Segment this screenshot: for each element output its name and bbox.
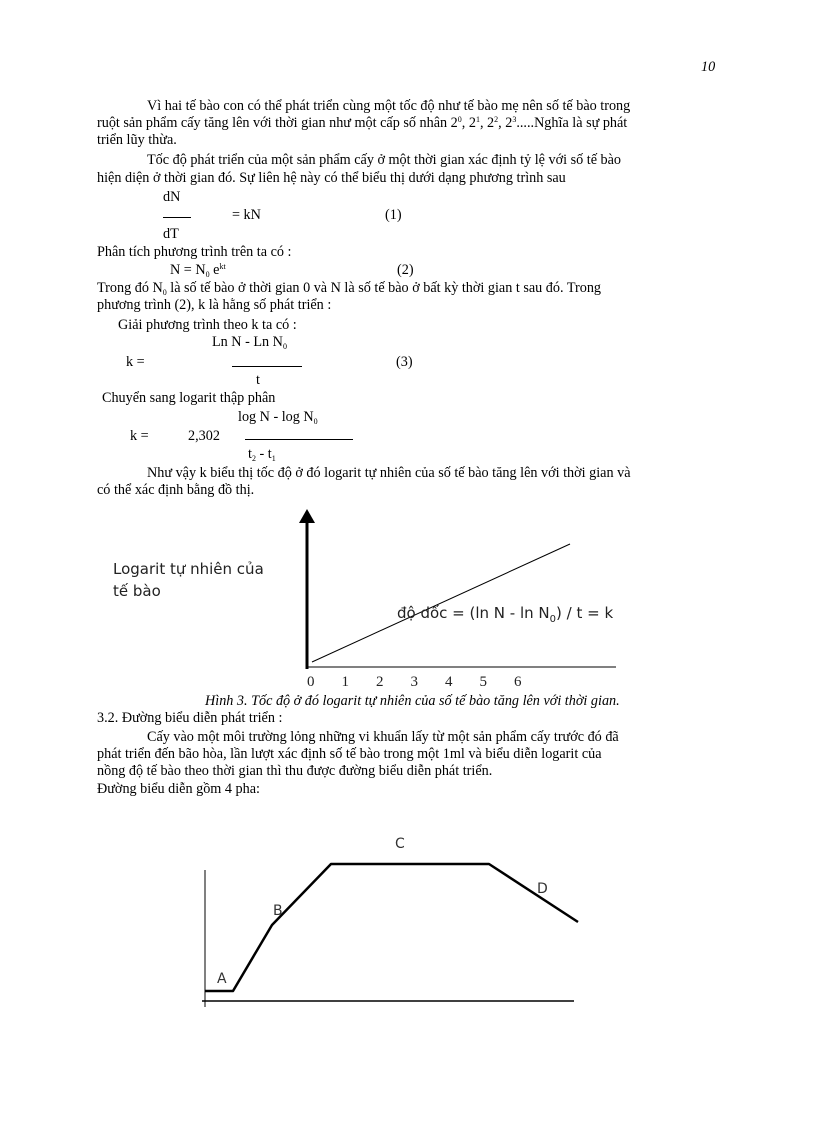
paragraph-5-line-2: phát triển đến bão hòa, lần lượt xác định số tế bào trong một 1ml và biểu diễn logarit của bbox=[97, 746, 602, 762]
eq3-label: (3) bbox=[396, 354, 413, 370]
growth-curve bbox=[190, 825, 590, 1015]
paragraph-1-line-3: triển lũy thừa. bbox=[97, 132, 177, 148]
figure-3-x-tick-4: 4 bbox=[445, 674, 453, 690]
eq4-den-mid: - t bbox=[255, 446, 272, 462]
log-intro: Chuyển sang logarit thập phân bbox=[102, 390, 276, 406]
paragraph-4-line-2: có thể xác định bằng đồ thị. bbox=[97, 482, 255, 498]
eq4-num-text: log N - log N bbox=[238, 409, 314, 425]
phase-label-d: D bbox=[537, 881, 548, 897]
eq2-mid: e bbox=[209, 262, 220, 278]
page-number: 10 bbox=[701, 59, 716, 75]
eq4-denominator bbox=[248, 446, 276, 463]
eq3-lhs: k = bbox=[126, 354, 145, 370]
paragraph-5-line-1: Cấy vào một môi trường lỏng những vi khuẩn lấy từ một sản phẩm cấy trước đó đã bbox=[147, 729, 619, 745]
eq1-label: (1) bbox=[385, 207, 402, 223]
figure-3-x-ticks bbox=[307, 674, 522, 690]
eq3-fraction-line bbox=[232, 366, 302, 367]
figure-3-x-tick-6: 6 bbox=[514, 674, 522, 690]
solve-intro: Giải phương trình theo k ta có : bbox=[118, 317, 297, 333]
figure-3-slope-sub: 0 bbox=[549, 614, 557, 625]
eq4-den-t2: t bbox=[248, 446, 252, 462]
paragraph-3-line-1 bbox=[97, 280, 717, 297]
figure-3-y-arrow bbox=[299, 509, 315, 523]
paragraph-3-line-2: phương trình (2), k là hằng số phát triển : bbox=[97, 297, 332, 313]
figure-3-x-tick-5: 5 bbox=[479, 674, 487, 690]
eq1-fraction-line bbox=[163, 217, 191, 218]
eq2 bbox=[170, 262, 226, 279]
figure-3-slope-label bbox=[397, 604, 613, 625]
paragraph-5-line-3: nồng độ tế bào theo thời gian thì thu được đường biểu diễn phát triển. bbox=[97, 763, 493, 779]
eq2-label: (2) bbox=[397, 262, 414, 278]
eq4-coefficient: 2,302 bbox=[188, 428, 220, 444]
figure-3-slope-b: ) / t = k bbox=[556, 604, 614, 622]
eq4-lhs: k = bbox=[130, 428, 149, 444]
paragraph-2-line-2: hiện diện ở thời gian đó. Sự liên hệ này có thể biểu thị dưới dạng phương trình sau bbox=[97, 170, 566, 186]
paragraph-1-text: ruột sản phẩm cấy tăng lên với thời gian như một cấp số nhân 2 bbox=[97, 115, 458, 131]
eq1-denominator: dT bbox=[163, 226, 179, 242]
figure-3-caption: Hình 3. Tốc độ ở đó logarit tự nhiên của số tế bào tăng lên với thời gian. bbox=[205, 693, 620, 709]
figure-3-ylabel-line-1: Logarit tự nhiên của bbox=[113, 560, 264, 578]
eq3-numerator bbox=[212, 334, 287, 351]
figure-3-x-tick-1: 1 bbox=[341, 674, 349, 690]
eq4-den-sub1: 1 bbox=[271, 454, 276, 463]
figure-3-x-tick-3: 3 bbox=[410, 674, 418, 690]
eq4-fraction-line bbox=[245, 439, 353, 440]
growth-curve-line bbox=[205, 864, 578, 991]
eq2-lhs: N = N bbox=[170, 262, 206, 278]
exponent-1: 1 bbox=[475, 115, 480, 124]
sep-2: , 2 bbox=[479, 115, 495, 131]
eq3-denominator: t bbox=[256, 372, 260, 388]
phase-label-b: B bbox=[273, 903, 283, 919]
analysis-intro: Phân tích phương trình trên ta có : bbox=[97, 244, 292, 260]
paragraph-1-line-2 bbox=[97, 115, 717, 132]
eq3-num-sub: 0 bbox=[282, 342, 287, 351]
figure-3-slope-a: độ dốc = (ln N - ln N bbox=[397, 604, 550, 622]
paragraph-1 bbox=[97, 98, 717, 115]
paragraph-1-line-1: Vì hai tế bào con có thể phát triển cùng một tốc độ như tế bào mẹ nên số tế bào trong bbox=[147, 98, 631, 114]
sep-3: , 2 bbox=[498, 115, 513, 131]
paragraph-3-text-a: Trong đó N bbox=[97, 280, 163, 296]
eq4-numerator bbox=[238, 409, 318, 426]
sep-1: , 2 bbox=[461, 115, 476, 131]
eq2-exponent: kt bbox=[219, 262, 226, 271]
eq2-sub: 0 bbox=[205, 270, 210, 279]
eq4-den-sub2: 2 bbox=[251, 454, 256, 463]
paragraph-4-line-1: Như vậy k biểu thị tốc độ ở đó logarit tự nhiên của số tế bào tăng lên với thời gian và bbox=[147, 465, 631, 481]
eq1-rhs: = kN bbox=[232, 207, 261, 223]
phase-label-a: A bbox=[217, 971, 227, 987]
paragraph-3-sub: 0 bbox=[162, 288, 167, 297]
section-heading: 3.2. Đường biểu diễn phát triển : bbox=[97, 710, 283, 726]
phase-label-c: C bbox=[395, 836, 405, 852]
figure-3-ylabel-line-2: tế bào bbox=[113, 582, 161, 600]
figure-3 bbox=[100, 505, 660, 690]
exponent-2: 2 bbox=[494, 115, 499, 124]
exponent-0: 0 bbox=[457, 115, 462, 124]
paragraph-1-tail: .....Nghĩa là sự phát bbox=[516, 115, 628, 131]
exponent-3: 3 bbox=[512, 115, 517, 124]
eq3-num-text: Ln N - Ln N bbox=[212, 334, 283, 350]
paragraph-3-text-b: là số tế bào ở thời gian 0 và N là số tế bào ở bất kỳ thời gian t sau đó. Trong bbox=[166, 280, 602, 296]
paragraph-2-line-1: Tốc độ phát triển của một sản phẩm cấy ở một thời gian xác định tỷ lệ với số tế bào bbox=[147, 152, 622, 168]
figure-3-trend-line bbox=[312, 544, 570, 662]
phases-intro: Đường biểu diễn gồm 4 pha: bbox=[97, 781, 260, 797]
eq1-numerator: dN bbox=[163, 189, 181, 205]
figure-3-x-tick-0: 0 bbox=[307, 674, 315, 690]
figure-3-x-tick-2: 2 bbox=[376, 674, 384, 690]
eq4-num-sub: 0 bbox=[313, 417, 318, 426]
